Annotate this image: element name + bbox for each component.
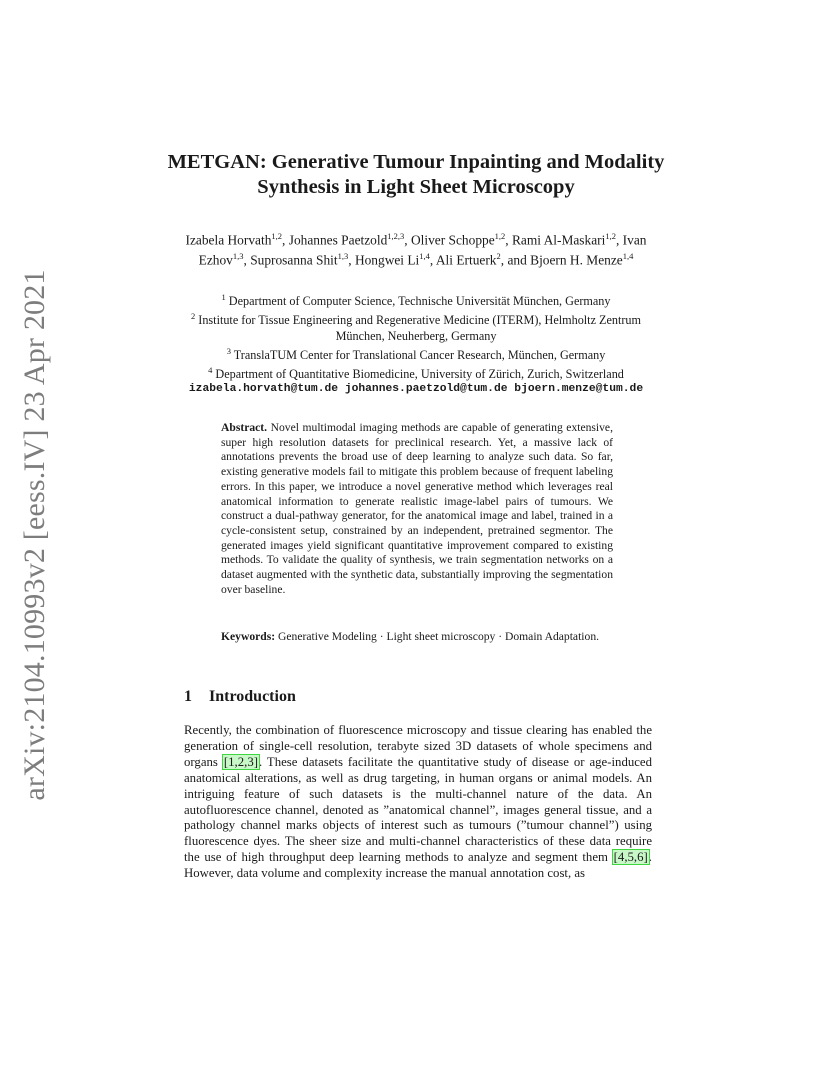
author-separator: , — [429, 252, 436, 268]
keywords-label: Keywords: — [221, 630, 276, 643]
introduction-paragraph — [184, 723, 652, 882]
author-name: Oliver Schoppe — [410, 232, 495, 248]
citation-link[interactable]: [4,5,6] — [613, 850, 648, 865]
author-affiliation-marker: 1,2 — [271, 231, 283, 241]
abstract-label: Abstract. — [221, 421, 268, 434]
affiliation-number: 3 — [226, 345, 231, 356]
affiliation-text: Department of Computer Science, Technische Universität München, Germany — [228, 294, 611, 309]
author-separator: , — [282, 232, 289, 248]
author-name: Hongwei Li — [354, 252, 420, 268]
author-list — [160, 228, 672, 269]
affiliation-text: TranslaTUM Center for Translational Cancer Research, München, Germany — [233, 347, 606, 362]
arxiv-side-stamp — [10, 269, 60, 801]
abstract — [221, 421, 613, 597]
author-affiliation-marker: 1,3 — [337, 251, 349, 262]
intro-text-part: Recently, the combination of fluorescence microscopy and tissue clearing has enabled the generation of single-cell resolution, terabyte sized 3D datasets of whole specimens and organs — [184, 723, 652, 769]
citation-link[interactable]: [1,2,3] — [223, 754, 258, 769]
arxiv-identifier: arXiv:2104.10993v2 [eess.IV] 23 Apr 2021 — [18, 269, 51, 801]
affiliation-number: 1 — [221, 292, 226, 302]
author-separator: , — [348, 252, 355, 268]
author-affiliation-marker: 2 — [496, 251, 501, 262]
author-separator: , — [505, 232, 512, 248]
affiliation-text: Institute for Tissue Engineering and Regenerative Medicine (ITERM), Helmholtz Zentrum München, Neuherberg, Germany — [198, 313, 641, 343]
author-separator: , — [500, 252, 508, 268]
author-separator: , — [404, 232, 411, 248]
keywords-text: Generative Modeling · Light sheet microscopy · Domain Adaptation. — [278, 630, 600, 643]
section-heading — [184, 688, 296, 706]
author-name: Ivan Ezhov — [198, 232, 647, 268]
author-name: Suprosanna Shit — [250, 252, 338, 268]
author-name: and Bjoern H. Menze — [507, 252, 623, 268]
affiliation-line — [170, 344, 662, 363]
affiliation-line — [170, 290, 662, 309]
affiliation-text: Department of Quantitative Biomedicine, University of Zürich, Zurich, Switzerland — [215, 367, 624, 382]
affiliation-line — [170, 309, 662, 343]
keywords — [221, 630, 613, 645]
author-separator: , — [615, 232, 623, 248]
author-name: Johannes Paetzold — [288, 232, 388, 248]
author-affiliation-marker: 1,4 — [622, 251, 634, 262]
author-name: Ali Ertuerk — [435, 252, 497, 268]
section-title: Introduction — [209, 688, 296, 705]
author-affiliation-marker: 1,2 — [494, 231, 506, 241]
intro-text-part: . These datasets facilitate the quantitative study of disease or age-induced anatomical alterations, as well as drug targeting, in human organs or animal models. An intriguing feature of such datasets is the multi-channel nature of the data. An autofluorescence channel, denoted as ”anatomical channel”, images general tissue, and a pathology channel marks objects of interest such as tumours (”tumour channel”) using fluorescence dyes. The sheer size and multi-channel characteristics of these data require the use of high throughput deep learning methods to analyze and segment them — [184, 754, 652, 865]
abstract-text: Novel multimodal imaging methods are capable of generating extensive, super high resolution datasets for preclinical research. Yet, a massive lack of annotations prevents the broad use of deep learning to analyze such data. So far, existing generative models fail to mitigate this problem because of frequent labeling errors. In this paper, we introduce a novel generative method which leverages real anatomical information to generate realistic image-label pairs of tumours. We construct a dual-pathway generator, for the anatomical image and label, trained in a cycle-consistent setup, constrained by an independent, pretrained segmentor. The generated images yield significant quantitative improvement compared to existing methods. To validate the quality of synthesis, we train segmentation networks on a dataset augmented with the synthetic data, substantially improving the segmentation over baseline. — [221, 421, 613, 596]
affiliation-line — [170, 363, 662, 382]
author-affiliation-marker: 1,2,3 — [387, 231, 405, 241]
affiliation-number: 2 — [190, 311, 196, 322]
author-name: Rami Al-Maskari — [511, 232, 606, 248]
author-name: Izabela Horvath — [185, 232, 272, 248]
affiliations — [170, 290, 662, 397]
author-separator: , — [243, 252, 251, 268]
affiliation-number: 4 — [208, 365, 213, 375]
author-affiliation-marker: 1,2 — [605, 231, 616, 241]
author-affiliation-marker: 1,3 — [232, 251, 244, 262]
author-affiliation-marker: 1,4 — [419, 251, 430, 262]
paper-title: METGAN: Generative Tumour Inpainting and Modality Synthesis in Light Sheet Microscopy — [167, 151, 665, 198]
author-emails: izabela.horvath@tum.de johannes.paetzold@tum.de bjoern.menze@tum.de — [188, 383, 644, 396]
intro-text-part: . However, data volume and complexity increase the manual annotation cost, as — [184, 850, 652, 881]
section-number: 1 — [184, 688, 192, 705]
